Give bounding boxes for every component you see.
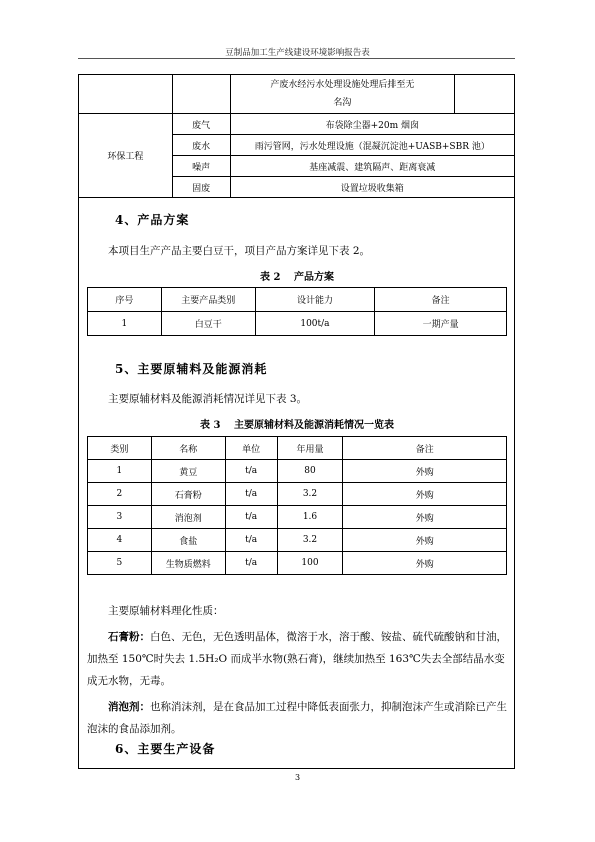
gypsum-paragraph xyxy=(87,626,507,692)
table-cell xyxy=(79,75,173,114)
table-cell: t/a xyxy=(225,460,277,483)
env-item-desc: 设置垃圾收集箱 xyxy=(230,177,514,198)
env-item-desc: 雨污管网，污水处理设施（混凝沉淀池+UASB+SBR 池） xyxy=(230,135,514,156)
table-cell xyxy=(172,75,230,114)
table-cell: 80 xyxy=(277,460,343,483)
table-cell: 外购 xyxy=(343,483,507,506)
env-item-desc: 布袋除尘器+20m 烟囱 xyxy=(230,114,514,135)
table-cell: 石膏粉 xyxy=(151,483,225,506)
term-text: 也称消沫剂，是在食品加工过程中降低表面张力，抑制泡沫产生或消除已产生泡沫的食品添加剂。 xyxy=(87,701,507,735)
table-cell: 外购 xyxy=(343,506,507,529)
term-label: 石膏粉： xyxy=(108,631,150,643)
table-header-row xyxy=(88,288,507,312)
paragraph: 主要原辅材料及能源消耗情况详见下表 3。 xyxy=(108,393,308,405)
table-cell: 100t/a xyxy=(255,312,375,336)
table-cell: 外购 xyxy=(343,460,507,483)
column-header: 备注 xyxy=(375,288,507,312)
env-item-name: 噪声 xyxy=(172,156,230,177)
table-cell: 1.6 xyxy=(277,506,343,529)
table-header-row xyxy=(88,437,507,460)
table-cell: 5 xyxy=(88,552,152,575)
table-cell: t/a xyxy=(225,529,277,552)
table-cell: 3.2 xyxy=(277,529,343,552)
table-cell: 3 xyxy=(88,506,152,529)
env-group-label: 环保工程 xyxy=(79,114,173,198)
section-heading: 4、产品方案 xyxy=(115,213,190,227)
env-protection-table xyxy=(78,74,515,198)
table-cell: t/a xyxy=(225,483,277,506)
table-cell: t/a xyxy=(225,552,277,575)
wastewater-note-line1: 产废水经污水处理设施处理后排至无 xyxy=(270,80,415,90)
table-row xyxy=(88,460,507,483)
table-cell: 黄豆 xyxy=(151,460,225,483)
paragraph: 本项目生产产品主要白豆干，项目产品方案详见下表 2。 xyxy=(108,245,371,257)
product-table xyxy=(87,287,507,336)
table-row xyxy=(79,75,515,114)
column-header: 主要产品类别 xyxy=(161,288,255,312)
table-row xyxy=(88,483,507,506)
table-cell: 3.2 xyxy=(277,483,343,506)
table-cell: 100 xyxy=(277,552,343,575)
column-header: 序号 xyxy=(88,288,162,312)
column-header: 单位 xyxy=(225,437,277,460)
table-cell: 外购 xyxy=(343,529,507,552)
table-row xyxy=(88,552,507,575)
table-cell: 白豆干 xyxy=(161,312,255,336)
table-caption: 表 3 主要原辅材料及能源消耗情况一览表 xyxy=(200,420,394,431)
section-heading: 6、主要生产设备 xyxy=(115,742,216,756)
page-number: 3 xyxy=(294,773,301,782)
env-item-name: 固废 xyxy=(172,177,230,198)
column-header: 名称 xyxy=(151,437,225,460)
table-cell: 外购 xyxy=(343,552,507,575)
table-caption: 表 2 产品方案 xyxy=(260,272,334,283)
wastewater-note-line2: 名沟 xyxy=(333,98,352,108)
column-header: 设计能力 xyxy=(255,288,375,312)
env-item-name: 废气 xyxy=(172,114,230,135)
header-rule xyxy=(78,58,515,59)
env-item-name: 废水 xyxy=(172,135,230,156)
term-label: 消泡剂： xyxy=(108,701,150,713)
page-header: 豆制品加工生产线建设环境影响报告表 xyxy=(225,48,370,58)
column-header: 类别 xyxy=(88,437,152,460)
table-cell: 一期产量 xyxy=(375,312,507,336)
table-row xyxy=(88,529,507,552)
table-cell: 4 xyxy=(88,529,152,552)
table-row xyxy=(88,506,507,529)
section-heading: 5、主要原辅料及能源消耗 xyxy=(115,362,268,376)
table-row xyxy=(79,114,515,135)
table-cell xyxy=(230,75,455,114)
term-text: 白色、无色，无色透明晶体，微溶于水，溶于酸、铵盐、硫代硫酸钠和甘油，加热至 150℃时失去 1.5H₂O 而成半水物(熟石膏)，继续加热至 163℃失去全部结晶水变成无水物，无毒。 xyxy=(87,631,507,687)
table-cell: 1 xyxy=(88,460,152,483)
table-cell: 1 xyxy=(88,312,162,336)
table-row xyxy=(88,312,507,336)
table-cell: 消泡剂 xyxy=(151,506,225,529)
table-cell: 2 xyxy=(88,483,152,506)
materials-table xyxy=(87,436,507,575)
column-header: 年用量 xyxy=(277,437,343,460)
table-cell: t/a xyxy=(225,506,277,529)
defoamer-paragraph xyxy=(87,696,507,740)
column-header: 备注 xyxy=(343,437,507,460)
paragraph: 主要原辅材料理化性质： xyxy=(108,605,224,617)
table-cell: 食盐 xyxy=(151,529,225,552)
table-cell xyxy=(455,75,515,114)
env-item-desc: 基座减震、建筑隔声、距离衰减 xyxy=(230,156,514,177)
table-cell: 生物质燃料 xyxy=(151,552,225,575)
